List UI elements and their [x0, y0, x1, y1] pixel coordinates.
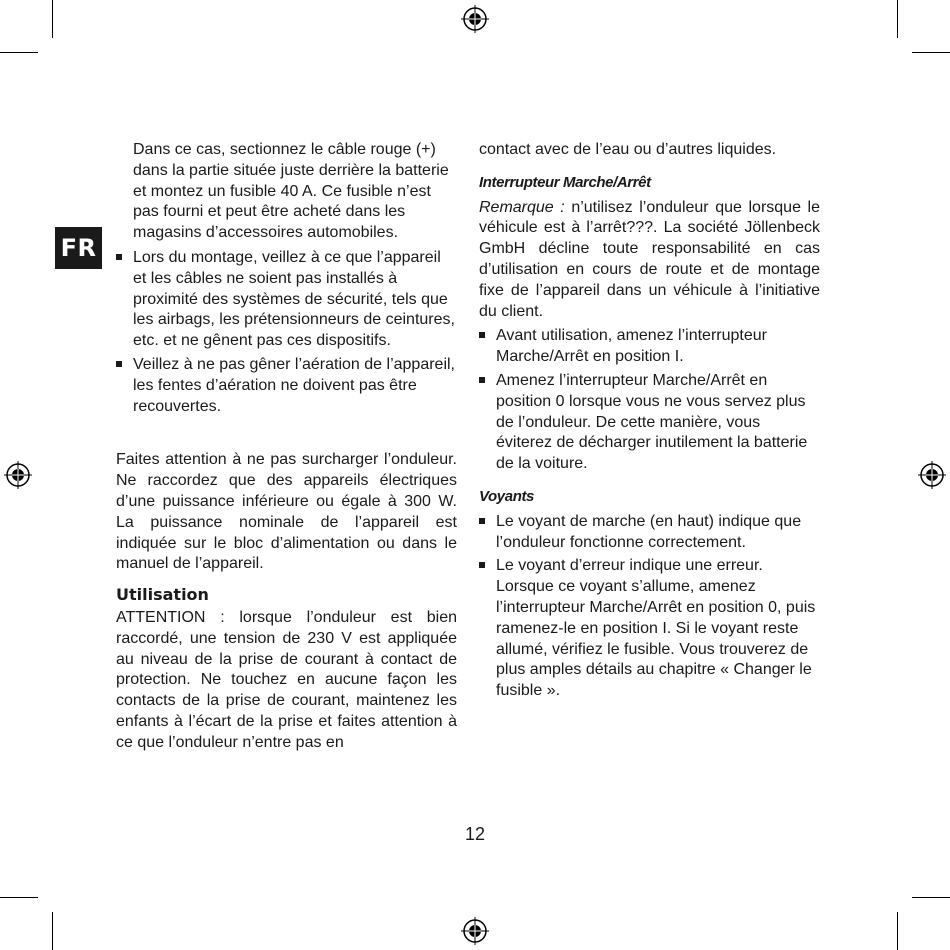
- crop-mark: [52, 912, 53, 950]
- list-item-text: Lors du montage, veillez à ce que l’appareil et les câbles ne soient pas installés à proximité des systèmes de sécurité, tels que les airbags, les prétensionneurs de ceintures, etc. et ne gênent pas ces dispositifs.: [133, 248, 455, 350]
- crop-mark: [897, 912, 898, 950]
- bullet-square-icon: [116, 361, 122, 367]
- bullet-square-icon: [479, 518, 485, 524]
- language-tab: FR: [55, 227, 102, 269]
- list-item: [116, 355, 457, 417]
- list-item: [479, 512, 820, 554]
- crop-mark: [897, 0, 898, 38]
- list-item-text: Veillez à ne pas gêner l’aération de l’appareil, les fentes d’aération ne doivent pas être recouvertes.: [133, 355, 455, 415]
- list-item-text: Le voyant de marche (en haut) indique que l’onduleur fonctionne correctement.: [496, 512, 802, 551]
- list-item: [116, 248, 457, 352]
- overload-paragraph: Faites attention à ne pas surcharger l’onduleur. Ne raccordez que des appareils électriques d’une puissance inférieure ou égale à 300 W. La puissance nominale de l’appareil est indiquée sur le bloc d’alimentation ou dans le manuel de l’appareil.: [116, 451, 457, 573]
- indicator-bullet-list: [479, 512, 820, 702]
- registration-mark-icon: [4, 461, 32, 489]
- crop-mark: [52, 0, 53, 38]
- registration-mark-icon: [461, 917, 489, 945]
- crop-mark: [912, 52, 950, 53]
- bullet-square-icon: [116, 254, 122, 260]
- switch-bullet-list: [479, 326, 820, 475]
- left-column: [116, 140, 457, 754]
- remark-text: n’utilisez l’onduleur que lorsque le véhicule est à l’arrêt???. La société Jöllenbeck GmbH décline toute responsabilité en cas d’utilisation en cours de route et de montage fixe de l’appareil dans un véhicule à l’initiative du client.: [479, 198, 821, 320]
- continuation-paragraph: contact avec de l’eau ou d’autres liquides.: [479, 141, 777, 158]
- list-item-text: Avant utilisation, amenez l’interrupteur Marche/Arrêt en position I.: [496, 327, 767, 366]
- page-number: 12: [464, 824, 486, 844]
- registration-mark-icon: [918, 461, 946, 489]
- section-heading-utilisation: Utilisation: [116, 585, 209, 605]
- bullet-square-icon: [479, 562, 485, 568]
- bullet-square-icon: [479, 332, 485, 338]
- list-item-text: Amenez l’interrupteur Marche/Arrêt en position 0 lorsque vous ne vous servez plus de l’onduleur. De cette manière, vous éviterez de décharger inutilement la batterie de la voiture.: [496, 371, 808, 473]
- crop-mark: [0, 897, 38, 898]
- subheading-switch: Interrupteur Marche/Arrêt: [479, 173, 651, 191]
- registration-mark-icon: [461, 5, 489, 33]
- list-item: [479, 556, 820, 702]
- remark-label: Remarque :: [479, 198, 565, 216]
- bullet-square-icon: [479, 377, 485, 383]
- utilisation-paragraph: ATTENTION : lorsque l’onduleur est bien raccordé, une tension de 230 V est appliquée au niveau de la prise de courant à contact de protection. Ne touchez en aucune façon les contacts de la prise de courant, maintenez les enfants à l’écart de la prise et faites attention à ce que l’onduleur n’entre pas en: [116, 608, 457, 751]
- list-item-text: Le voyant d’erreur indique une erreur. Lorsque ce voyant s’allume, amenez l’interrupteur Marche/Arrêt en position 0, puis ramenez-le en position I. Si le voyant reste allumé, vérifiez le fusible. Vous trouverez de plus amples détails au chapitre « Changer le fusible ».: [496, 557, 816, 700]
- list-item: [479, 326, 820, 368]
- continuation-paragraph: Dans ce cas, sectionnez le câble rouge (+) dans la partie située juste derrière la batterie et montez un fusible 40 A. Ce fusible n’est pas fourni et peut être acheté dans les magasins d’accessoires automobiles.: [133, 141, 449, 242]
- crop-mark: [0, 52, 38, 53]
- remark-paragraph: [479, 198, 820, 323]
- subheading-indicators: Voyants: [479, 487, 534, 505]
- crop-mark: [912, 897, 950, 898]
- mounting-bullet-list: [116, 248, 457, 417]
- right-column: [479, 140, 820, 705]
- list-item: [479, 371, 820, 475]
